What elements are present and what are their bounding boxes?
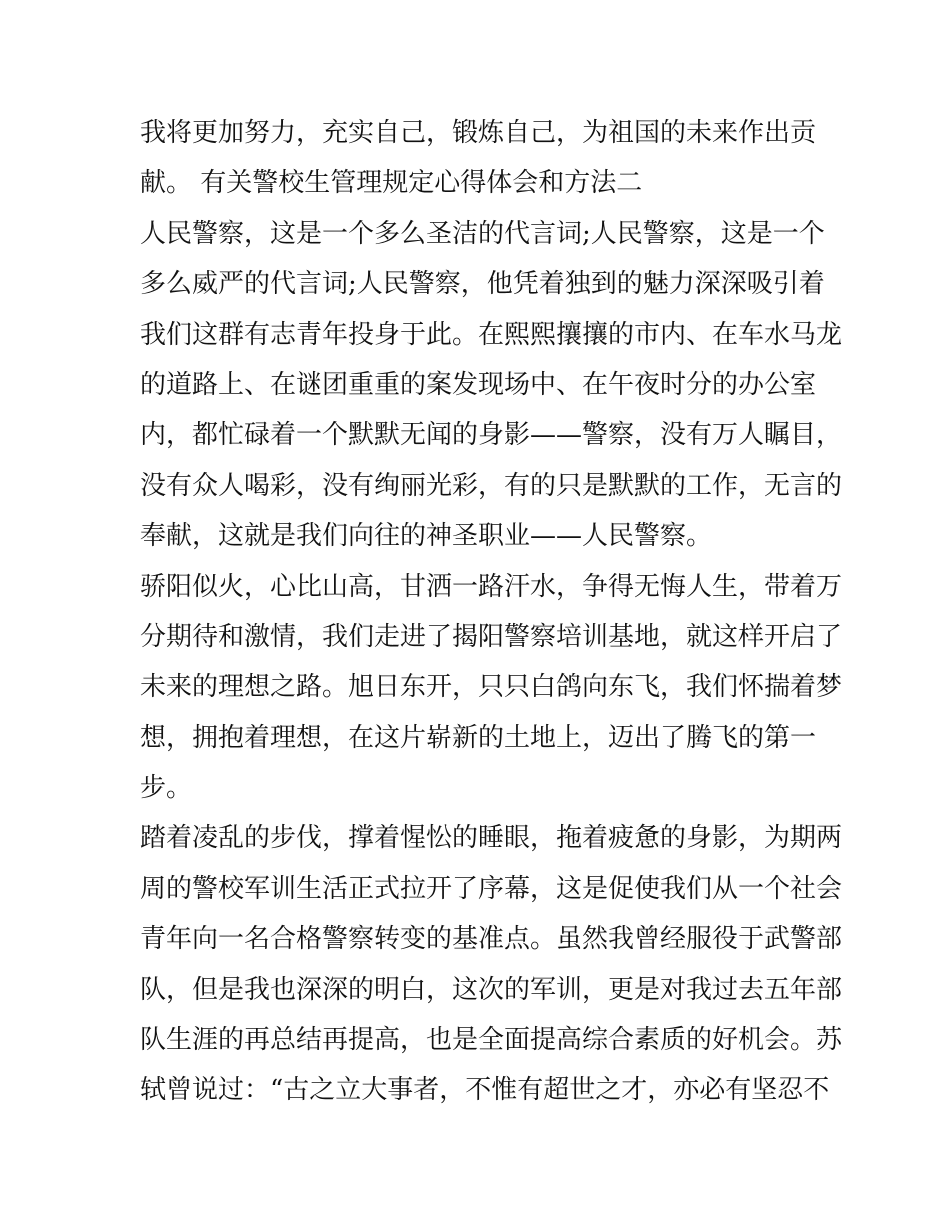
text-line: 分期待和激情，我们走进了揭阳警察培训基地，就这样开启了 (140, 621, 843, 652)
text-line: 献。 有关警校生管理规定心得体会和方法二 (140, 168, 643, 199)
text-line: 我们这群有志青年投身于此。在熙熙攘攘的市内、在车水马龙 (140, 319, 843, 350)
text-line: 人民警察，这是一个多么圣洁的代言词;人民警察，这是一个 (140, 218, 825, 249)
text-line: 周的警校军训生活正式拉开了序幕，这是促使我们从一个社会 (140, 873, 843, 904)
text-line: 队，但是我也深深的明白，这次的军训，更是对我过去五年部 (140, 974, 843, 1005)
text-line: 未来的理想之路。旭日东开，只只白鸽向东飞，我们怀揣着梦 (140, 672, 843, 703)
text-line: 步。 (140, 773, 193, 804)
text-line: 队生涯的再总结再提高，也是全面提高综合素质的好机会。苏 (140, 1025, 843, 1056)
text-line: 没有众人喝彩，没有绚丽光彩，有的只是默默的工作，无言的 (140, 470, 843, 501)
text-line: 多么威严的代言词;人民警察，他凭着独到的魅力深深吸引着 (140, 269, 825, 300)
text-line: 奉献，这就是我们向往的神圣职业——人民警察。 (140, 521, 713, 552)
text-line: 轼曾说过：“古之立大事者，不惟有超世之才，亦必有坚忍不 (140, 1075, 830, 1106)
text-line: 青年向一名合格警察转变的基准点。虽然我曾经服役于武警部 (140, 924, 843, 955)
text-line: 骄阳似火，心比山高，甘洒一路汗水，争得无悔人生，带着万 (140, 571, 843, 602)
text-line: 踏着凌乱的步伐，撑着惺忪的睡眼，拖着疲惫的身影，为期两 (140, 823, 843, 854)
document-body (140, 108, 843, 1116)
text-line: 的道路上、在谜团重重的案发现场中、在午夜时分的办公室 (140, 369, 817, 400)
text-line: 我将更加努力，充实自己，锻炼自己，为祖国的未来作出贡 (140, 118, 817, 148)
text-line: 内，都忙碌着一个默默无闻的身影——警察，没有万人瞩目， (140, 420, 843, 451)
text-line: 想，拥抱着理想，在这片崭新的土地上，迈出了腾飞的第一 (140, 722, 817, 753)
